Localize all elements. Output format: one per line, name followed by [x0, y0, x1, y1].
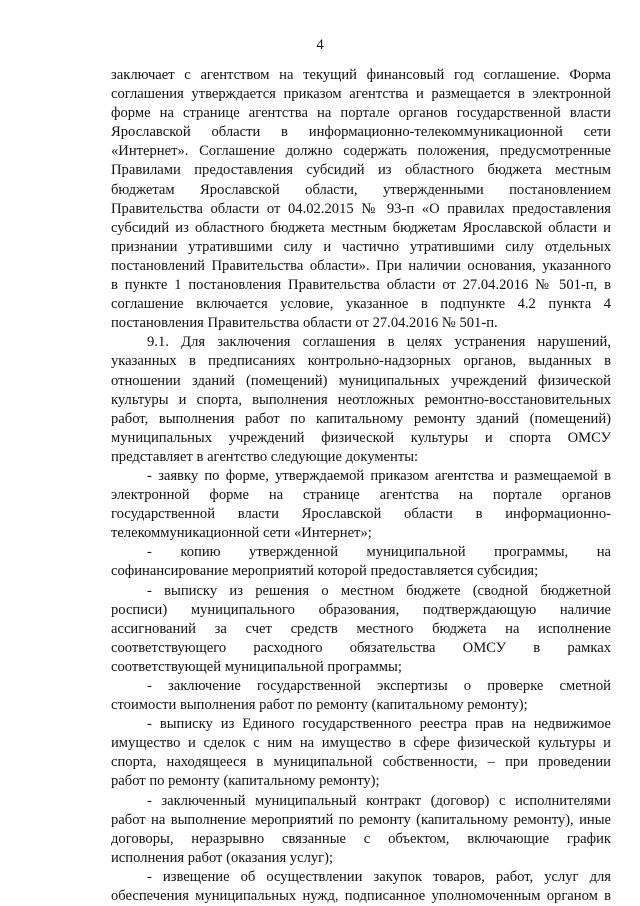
- text-line: соответствующей муниципальной программы;: [111, 658, 402, 675]
- text-line: электронной форме на странице агентства на портале органов: [111, 487, 611, 504]
- text-line: - копию утвержденной муниципальной программы, на: [147, 544, 611, 561]
- text-line: работ по ремонту (капитальному ремонту);: [111, 773, 380, 790]
- text-line: культуры и спорта, выполнения неотложных ремонтно-восстановительных: [111, 391, 611, 408]
- text-line: муниципальных учреждений физической культуры и спорта ОМСУ: [111, 429, 611, 446]
- text-line: соответствующего расходного обязательства ОМСУ в рамках: [111, 639, 611, 656]
- text-line: ассигнований за счет средств местного бюджета на исполнение: [111, 620, 611, 637]
- text-line: указанных в предписаниях контрольно-надзорных органов, выданных в: [111, 353, 611, 370]
- text-line: в пункте 1 постановления Правительства области от 27.04.2016 № 501-п, в: [111, 277, 611, 294]
- text-line: представляет в агентство следующие документы:: [111, 448, 419, 465]
- text-line: - извещение об осуществлении закупок товаров, работ, услуг для: [147, 868, 611, 885]
- text-line: государственной власти Ярославской области в информационно-: [111, 506, 611, 523]
- text-line: - заключенный муниципальный контракт (договор) с исполнителями: [147, 792, 611, 809]
- page-number: 4: [316, 37, 324, 53]
- text-line: 9.1. Для заключения соглашения в целях устранения нарушений,: [147, 334, 611, 351]
- text-line: стоимости выполнения работ по ремонту (капитальному ремонту);: [111, 697, 528, 714]
- text-line: договоры, неразрывно связанные с объектом, включающие график: [111, 830, 611, 847]
- text-line: признании утратившими силу и частично утратившими силу отдельных: [111, 238, 611, 255]
- text-line: исполнения работ (оказания услуг);: [111, 849, 334, 866]
- text-line: работ на выполнение мероприятий по ремонту (капитальному ремонту), иные: [111, 811, 611, 828]
- text-line: Ярославской области в информационно-телекоммуникационной сети: [111, 124, 611, 141]
- text-line: - выписку из решения о местном бюджете (сводной бюджетной: [147, 582, 611, 599]
- text-line: - заключение государственной экспертизы о проверке сметной: [147, 678, 611, 694]
- text-line: Правительства области от 04.02.2015 № 93-п «О правилах предоставления: [111, 200, 611, 217]
- text-line: работ, выполнения работ по капитальному ремонту зданий (помещений): [111, 410, 611, 427]
- text-line: Правилами предоставления субсидий из областного бюджета местным: [111, 162, 611, 179]
- text-line: бюджетам Ярославской области, утвержденными постановлением: [111, 181, 611, 198]
- text-line: постановлений Правительства области». При наличии основания, указанного: [111, 257, 611, 274]
- text-line: постановления Правительства области от 27.04.2016 № 501-п.: [111, 315, 498, 332]
- text-line: спорта, находящееся в муниципальной собственности, – при проведении: [111, 754, 611, 771]
- body-text: [111, 66, 611, 906]
- text-line: росписи) муниципального образования, подтверждающую наличие: [111, 601, 611, 618]
- text-line: соглашения утверждается приказом агентства и размещается в электронной: [111, 86, 611, 103]
- text-line: обеспечения муниципальных нужд, подписанное уполномоченным органом в: [111, 888, 611, 905]
- text-line: соглашение включается условие, указанное в подпункте 4.2 пункта 4: [111, 296, 611, 313]
- text-line: «Интернет». Соглашение должно содержать положения, предусмотренные: [111, 143, 611, 160]
- text-line: отношении зданий (помещений) муниципальных учреждений физической: [111, 372, 611, 389]
- text-line: - выписку из Единого государственного реестра прав на недвижимое: [147, 716, 611, 733]
- text-line: форме на странице агентства на портале органов государственной власти: [111, 105, 611, 122]
- text-line: заключает с агентством на текущий финансовый год соглашение. Форма: [111, 67, 611, 83]
- text-line: имущество и сделок с ним на имущество в сфере физической культуры и: [111, 735, 611, 752]
- text-line: телекоммуникационной сети «Интернет»;: [111, 525, 372, 542]
- text-line: субсидий из областного бюджета местным бюджетам Ярославской области и: [111, 219, 611, 236]
- text-line: софинансирование мероприятий которой предоставляется субсидия;: [111, 563, 539, 580]
- text-line: - заявку по форме, утверждаемой приказом агентства и размещаемой в: [147, 467, 611, 484]
